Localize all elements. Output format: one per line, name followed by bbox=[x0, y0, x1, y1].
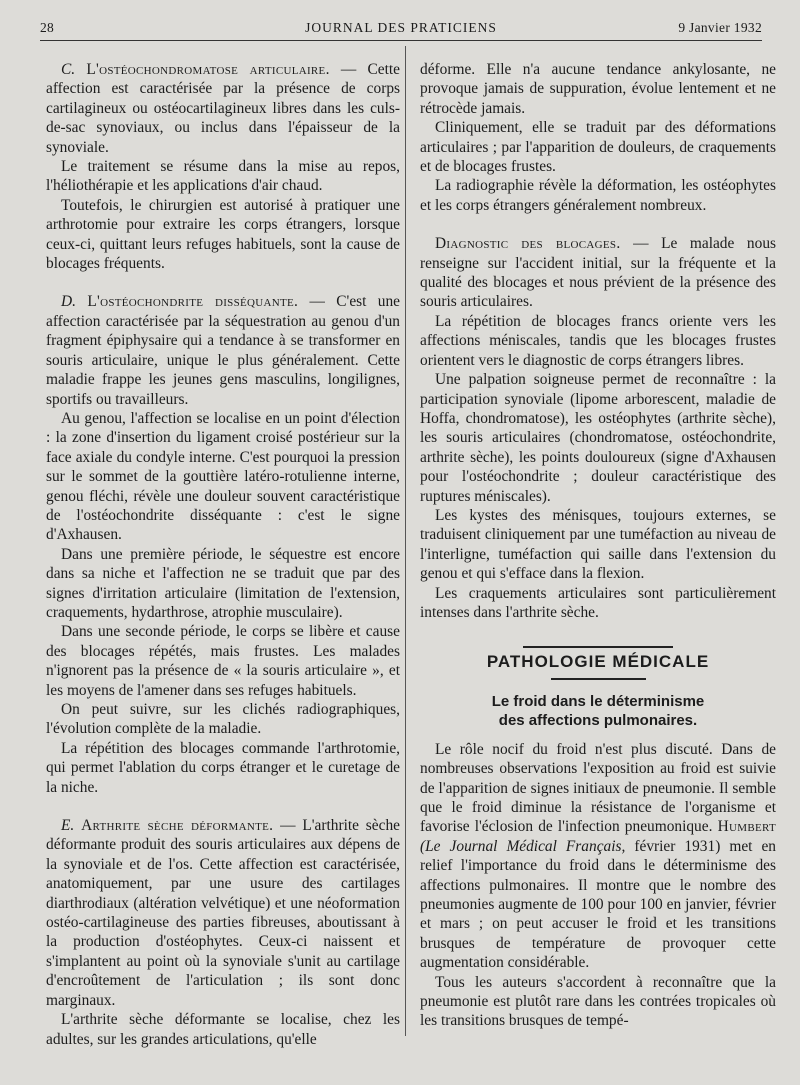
article-title bbox=[420, 692, 776, 730]
paragraph: Au genou, l'affection se localise en un point d'élection : la zone d'insertion du ligament croisé postérieur sur la face axiale du condyle interne. C'est pourquoi la pression sur le sommet de la gouttière latéro-rotulienne interne, genou fléchi, révèle une douleur souvent caractéristique de l'ostéochondrite disséquante : c'est le signe d'Axhausen. bbox=[46, 409, 400, 544]
paragraph: Les kystes des ménisques, toujours externes, se traduisent cliniquement par une tuméfaction au niveau de l'interligne, tuméfaction qui saille dans l'extension du genou et qui s'efface dans la flexion. bbox=[420, 506, 776, 583]
issue-date: 9 Janvier 1932 bbox=[678, 20, 762, 35]
rubric-heading bbox=[420, 646, 776, 679]
right-column bbox=[420, 60, 776, 1031]
paragraph: On peut suivre, sur les clichés radiographiques, l'évolution complète de la maladie. bbox=[46, 701, 400, 738]
section-diagnostic-text: — Le malade nous renseigne sur l'accident initial, sur la fréquente et la qualité des blocages et nous prévient de la présence des souris articulaires. bbox=[420, 235, 776, 311]
section-e-intro bbox=[46, 816, 400, 1010]
article-text: Le rôle nocif du froid n'est plus discuté. Dans de nombreuses observations l'exposition au froid est suivie de l'apparition de signes initiaux de pneumonie. Il semble que le froid diminue la résistance de l'organisme et favorise l'éclosion de l'infection pneumonique. bbox=[420, 740, 776, 836]
section-e-letter: E. bbox=[61, 817, 75, 835]
column-divider bbox=[405, 46, 406, 1036]
paragraph: Les craquements articulaires sont particulièrement intenses dans l'arthrite sèche. bbox=[420, 584, 776, 621]
section-diagnostic-title: Diagnostic des blocages. bbox=[435, 235, 621, 253]
paragraph: Dans une première période, le séquestre est encore dans sa niche et l'affection ne se traduit que par des signes d'irritation articulaire (limitation de l'extension, craquements, hydarthrose, atrophie musculaire). bbox=[46, 545, 400, 621]
article-source: (Le Journal Médical Français, bbox=[420, 837, 626, 855]
section-e-text: — L'arthrite sèche déformante produit des souris articulaires aux dépens de la synoviale et de l'os. Cette affection est caractérisée, anatomiquement, par une usure des cartilages diarthrodiaux (altération velvétique) et une néoformation ostéo-cartilagineuse des parties fibreuses, aboutissant à la production d'ostéophytes. Ceux-ci naissent et s'implantent au point où la synoviale s'unit au cartilage d'encroûtement de l'articulation ; ils sont donc marginaux. bbox=[46, 817, 400, 1009]
paragraph: La répétition de blocages francs oriente vers les affections méniscales, tandis que les blocages frustes orientent vers le diagnostic de corps étrangers libres. bbox=[420, 312, 776, 369]
header-rule bbox=[40, 40, 762, 41]
article-text-cont: février 1931) met en relief l'importance du froid dans le déterminisme des affections pulmonaires. Il montre que le nombre des pneumonies augmente de 100 pour 100 en janvier, février et mars ; on peut accuser le froid et les transitions brusques de température de provoquer cette augmentation considérable. bbox=[420, 837, 776, 972]
paragraph: La répétition des blocages commande l'arthrotomie, qui permet l'ablation du corps étranger et le curetage de la niche. bbox=[46, 739, 400, 796]
paragraph: L'arthrite sèche déformante se localise, chez les adultes, sur les grandes articulations, qu'elle bbox=[46, 1011, 400, 1048]
section-c-letter: C. bbox=[61, 61, 76, 78]
article-paragraph: Tous les auteurs s'accordent à reconnaître que la pneumonie est plutôt rare dans les contrées tropicales où les transitions brusques de tempé- bbox=[420, 973, 776, 1030]
paragraph: Dans une seconde période, le corps se libère et cause des blocages répétés, mais frustes. Les malades n'ignorent pas la présence de « la souris articulaire », et les moyens de l'amener dans ses refuges habituels. bbox=[46, 623, 400, 699]
paragraph: déforme. Elle n'a aucune tendance ankylosante, ne provoque jamais de suppuration, évolue lentement et ne rétrocède jamais. bbox=[420, 61, 776, 117]
section-c-title: L'ostéochondromatose articulaire. bbox=[86, 61, 330, 78]
paragraph: La radiographie révèle la déformation, les ostéophytes et les corps étrangers généralement nombreux. bbox=[420, 177, 776, 214]
paragraph: Cliniquement, elle se traduit par des déformations articulaires ; par l'apparition de douleurs, de craquements et de blocages frustes. bbox=[420, 119, 776, 176]
section-e-title: Arthrite sèche déformante. bbox=[81, 817, 274, 835]
section-c-intro bbox=[46, 60, 400, 157]
article-paragraph bbox=[420, 740, 776, 973]
rubric-rule-bottom bbox=[551, 678, 646, 680]
section-c-text: — Cette affection est caractérisée par la présence de corps cartilagineux ou ostéocartilagineux libres dans les culs-de-sac synoviaux, ou inclus dans l'épaisseur de la synoviale. bbox=[46, 61, 400, 156]
article-title-line-2: des affections pulmonaires. bbox=[498, 711, 698, 729]
journal-title: JOURNAL DES PRATICIENS bbox=[305, 20, 497, 35]
section-d-text: — C'est une affection caractérisée par la séquestration au genou d'un fragment épiphysaire qui a tendance à se transformer en souris articulaire, unique le plus généralement. Cette maladie frappe les jeunes gens masculins, longilignes, sportifs ou travailleurs. bbox=[46, 293, 400, 408]
paragraph: Une palpation soigneuse permet de reconnaître : la participation synoviale (lipome arborescent, maladie de Hoffa, chondromatose), les ostéophytes (arthrite sèche), les souris articulaires (chondromatose, ostéochondrite, arthrite sèche), les points douloureux (signe d'Axhausen pour l'ostéochondrite ; douleur caractéristique des ruptures méniscales). bbox=[420, 371, 776, 505]
page-header bbox=[40, 20, 762, 40]
left-column bbox=[46, 60, 400, 1049]
section-d-title: L'ostéochondrite disséquante. bbox=[87, 293, 299, 311]
article-title-line-1: Le froid dans le déterminisme bbox=[491, 692, 705, 710]
rubric-title: PATHOLOGIE MÉDICALE bbox=[486, 652, 710, 672]
section-d-intro bbox=[46, 292, 400, 408]
section-diagnostic-intro bbox=[420, 234, 776, 312]
page-number: 28 bbox=[40, 20, 55, 35]
paragraph: Le traitement se résume dans la mise au repos, l'héliothérapie et les applications d'air chaud. bbox=[46, 158, 400, 195]
rubric-rule-top bbox=[523, 646, 673, 648]
section-d-letter: D. bbox=[61, 293, 76, 311]
paragraph: Toutefois, le chirurgien est autorisé à pratiquer une arthrotomie pour extraire les corps étrangers, lorsque ceux-ci, quittant leurs refuges habituels, sont la cause de blocages fréquents. bbox=[46, 196, 400, 273]
article-author: Humbert bbox=[717, 818, 776, 836]
